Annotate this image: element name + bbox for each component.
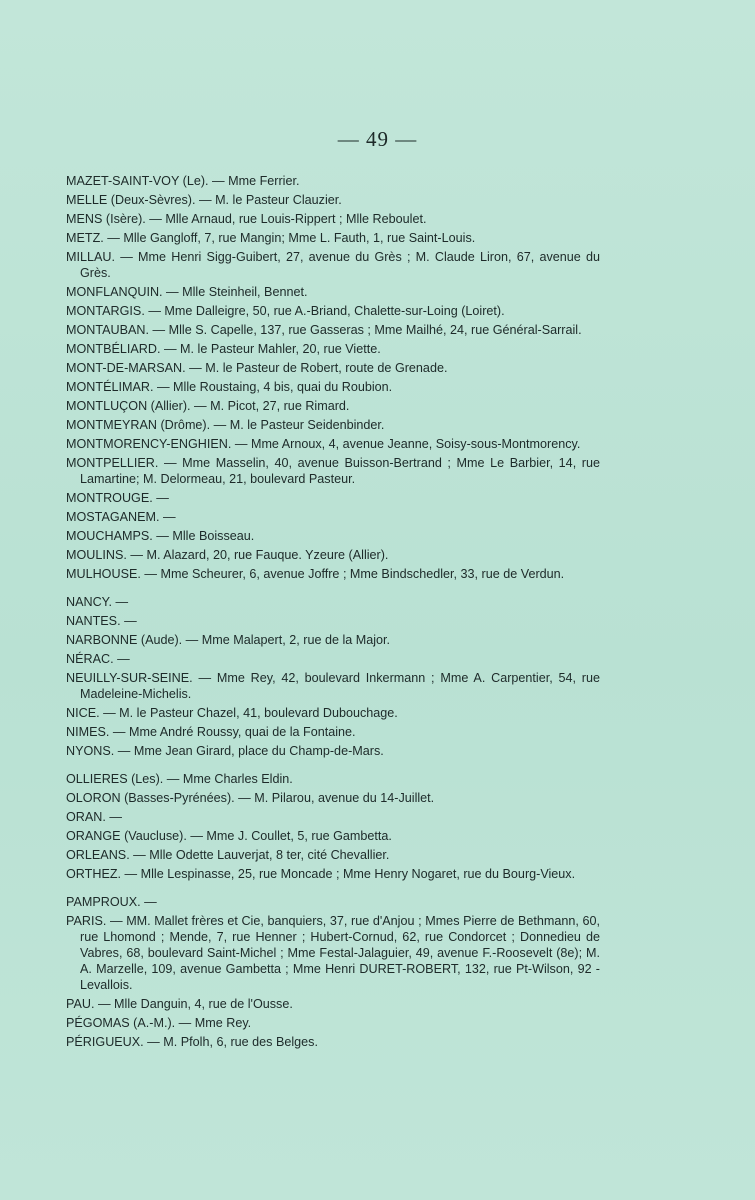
directory-entry xyxy=(66,455,604,487)
directory-entry xyxy=(66,771,600,787)
entry-text: METZ. — Mlle Gangloff, 7, rue Mangin; Mme L. Fauth, 1, rue Saint-Louis. xyxy=(66,231,476,245)
entry-text: MONFLANQUIN. — Mlle Steinheil, Bennet. xyxy=(66,285,308,299)
entry-text: OLLIERES (Les). — Mme Charles Eldin. xyxy=(66,772,293,786)
entry-text: NEUILLY-SUR-SEINE. — Mme Rey, 42, boulevard Inkermann ; Mme A. Carpentier, 54, rue Madeleine-Michelis. xyxy=(66,671,604,701)
directory-entry xyxy=(66,417,600,433)
directory-entry xyxy=(66,705,600,721)
directory-entry xyxy=(66,894,600,910)
entry-text: ORANGE (Vaucluse). — Mme J. Coullet, 5, rue Gambetta. xyxy=(66,829,392,843)
directory-entry xyxy=(66,192,600,208)
entry-text: PAMPROUX. — xyxy=(66,895,157,909)
entry-text: NÉRAC. — xyxy=(66,652,130,666)
entry-text: MOULINS. — M. Alazard, 20, rue Fauque. Yzeure (Allier). xyxy=(66,548,389,562)
entry-text: NIMES. — Mme André Roussy, quai de la Fontaine. xyxy=(66,725,356,739)
entry-text: MONTROUGE. — xyxy=(66,491,169,505)
directory-entry xyxy=(66,509,600,525)
directory-entry xyxy=(66,230,600,246)
directory-entry xyxy=(66,249,604,281)
entry-text: PÉGOMAS (A.-M.). — Mme Rey. xyxy=(66,1016,252,1030)
directory-entry xyxy=(66,828,600,844)
entry-text: ORTHEZ. — Mlle Lespinasse, 25, rue Moncade ; Mme Henry Nogaret, rue du Bourg-Vieux. xyxy=(66,867,576,881)
entry-text: MAZET-SAINT-VOY (Le). — Mme Ferrier. xyxy=(66,174,300,188)
entry-text: MOSTAGANEM. — xyxy=(66,510,176,524)
entry-text: MONT-DE-MARSAN. — M. le Pasteur de Robert, route de Grenade. xyxy=(66,361,448,375)
directory-entry xyxy=(66,284,600,300)
directory-entry xyxy=(66,632,600,648)
directory-list xyxy=(66,173,604,1053)
directory-entry xyxy=(66,613,600,629)
entry-text: MILLAU. — Mme Henri Sigg-Guibert, 27, avenue du Grès ; M. Claude Liron, 67, avenue du Grès. xyxy=(66,250,604,280)
entry-text: MONTPELLIER. — Mme Masselin, 40, avenue Buisson-Bertrand ; Mme Le Barbier, 14, rue Lamartine; M. Delormeau, 21, boulevard Pasteur. xyxy=(66,456,604,486)
entry-text: MELLE (Deux-Sèvres). — M. le Pasteur Clauzier. xyxy=(66,193,342,207)
entry-text: NICE. — M. le Pasteur Chazel, 41, boulevard Dubouchage. xyxy=(66,706,398,720)
directory-entry xyxy=(66,547,600,563)
directory-entry xyxy=(66,790,600,806)
entry-text: ORAN. — xyxy=(66,810,122,824)
entry-text: PARIS. — MM. Mallet frères et Cie, banquiers, 37, rue d'Anjou ; Mmes Pierre de Bethmann, 60, rue Lhomond ; Mende, 7, rue Henner ; Hubert-Cornud, 62, rue Condorcet ; Donnedieu de Vabres, 68, boulevard Saint-Michel ; Mme Festal-Jalaguier, 49, avenue F.-Roosevelt (8e); M. A. Marzelle, 109, avenue Gambetta ; Mme Henri DURET-ROBERT, 132, rue Pt-Wilson, 92 - Levallois. xyxy=(66,914,604,992)
entry-text: NANTES. — xyxy=(66,614,137,628)
entry-text: ORLEANS. — Mlle Odette Lauverjat, 8 ter, cité Chevallier. xyxy=(66,848,390,862)
directory-entry xyxy=(66,847,600,863)
directory-entry xyxy=(66,996,600,1012)
directory-entry xyxy=(66,724,600,740)
directory-entry xyxy=(66,809,600,825)
directory-entry xyxy=(66,398,600,414)
entry-text: OLORON (Basses-Pyrénées). — M. Pilarou, avenue du 14-Juillet. xyxy=(66,791,435,805)
directory-entry xyxy=(66,566,600,582)
entry-text: MENS (Isère). — Mlle Arnaud, rue Louis-Rippert ; Mlle Reboulet. xyxy=(66,212,427,226)
directory-entry xyxy=(66,379,600,395)
directory-entry xyxy=(66,303,600,319)
entry-text: MONTAUBAN. — Mlle S. Capelle, 137, rue Gasseras ; Mme Mailhé, 24, rue Général-Sarrail. xyxy=(66,323,582,337)
entry-text: MULHOUSE. — Mme Scheurer, 6, avenue Joffre ; Mme Bindschedler, 33, rue de Verdun. xyxy=(66,567,565,581)
directory-entry xyxy=(66,1034,600,1050)
directory-entry xyxy=(66,436,600,452)
directory-entry xyxy=(66,670,604,702)
directory-entry xyxy=(66,211,600,227)
entry-text: NARBONNE (Aude). — Mme Malapert, 2, rue de la Major. xyxy=(66,633,391,647)
directory-entry xyxy=(66,360,600,376)
entry-text: MONTBÉLIARD. — M. le Pasteur Mahler, 20, rue Viette. xyxy=(66,342,381,356)
entry-text: MONTMEYRAN (Drôme). — M. le Pasteur Seidenbinder. xyxy=(66,418,385,432)
entry-text: MOUCHAMPS. — Mlle Boisseau. xyxy=(66,529,255,543)
directory-entry xyxy=(66,594,600,610)
entry-text: MONTÉLIMAR. — Mlle Roustaing, 4 bis, quai du Roubion. xyxy=(66,380,393,394)
directory-entry xyxy=(66,341,600,357)
entry-text: NYONS. — Mme Jean Girard, place du Champ-de-Mars. xyxy=(66,744,384,758)
entry-text: MONTLUÇON (Allier). — M. Picot, 27, rue Rimard. xyxy=(66,399,350,413)
directory-entry xyxy=(66,866,600,882)
directory-entry xyxy=(66,490,600,506)
directory-entry xyxy=(66,322,600,338)
entry-text: NANCY. — xyxy=(66,595,129,609)
directory-entry xyxy=(66,173,600,189)
directory-entry xyxy=(66,651,600,667)
entry-text: MONTARGIS. — Mme Dalleigre, 50, rue A.-Briand, Chalette-sur-Loing (Loiret). xyxy=(66,304,505,318)
directory-entry xyxy=(66,743,600,759)
entry-text: MONTMORENCY-ENGHIEN. — Mme Arnoux, 4, avenue Jeanne, Soisy-sous-Montmorency. xyxy=(66,437,581,451)
entry-text: PAU. — Mlle Danguin, 4, rue de l'Ousse. xyxy=(66,997,293,1011)
page-number: — 49 — xyxy=(337,127,418,151)
directory-entry xyxy=(66,913,604,993)
directory-entry xyxy=(66,1015,600,1031)
entry-text: PÉRIGUEUX. — M. Pfolh, 6, rue des Belges. xyxy=(66,1035,318,1049)
directory-entry xyxy=(66,528,600,544)
